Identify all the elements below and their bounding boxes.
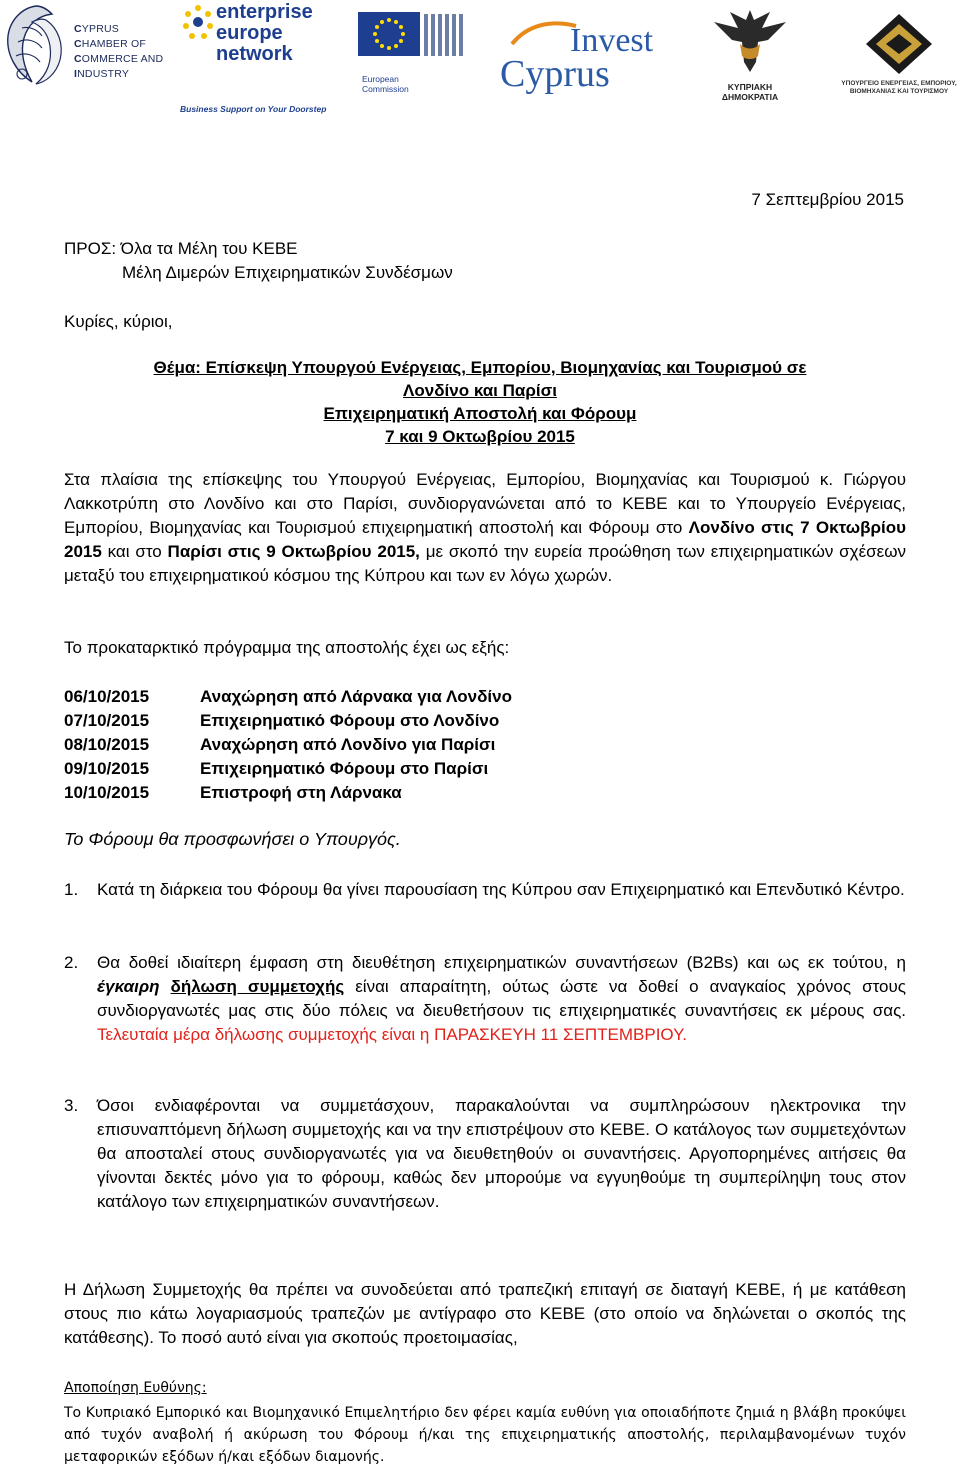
schedule-row: 06/10/2015 Αναχώρηση από Λάρνακα για Λονδίνο — [64, 687, 512, 706]
recipients-line-2: Μέλη Διμερών Επιχειρηματικών Συνδέσμων — [122, 263, 453, 282]
cyprus-eagle-emblem-icon — [700, 2, 800, 80]
schedule-row: 10/10/2015 Επιστροφή στη Λάρνακα — [64, 783, 402, 802]
deadline-notice: Τελευταία μέρα δήλωσης συμμετοχής είναι η ΠΑΡΑΣΚΕΥΗ 11 ΣΕΠΤΕΜΒΡΙΟΥ. — [97, 1025, 687, 1044]
recipients-line-1: ΠΡΟΣ: Όλα τα Μέλη του ΚΕΒΕ — [64, 239, 298, 258]
chamber-line-1: CYPRUS — [74, 23, 119, 35]
numbered-item-2: 2. Θα δοθεί ιδιαίτερη έμφαση στη διευθέτηση επιχειρηματικών συναντήσεων (B2Bs) και ως εκ τούτου, η έγκαιρη δήλωση συμμετοχής είναι απαραίτητη, ούτως ώστε να δοθεί ο αναγκαίος χρόνος στους συνδιοργανωτές μας στις δύο πόλεις να διευθετήσουν τις επιχειρηματικές συναντήσεις εκ μέρους σας. Τελευταία μέρα δήλωσης συμμετοχής είναι η ΠΑΡΑΣΚΕΥΗ 11 ΣΕΠΤΕΜΒΡΙΟΥ. — [64, 953, 906, 1044]
greeting: Κυρίες, κύριοι, — [64, 312, 173, 331]
een-star-icon — [180, 2, 216, 64]
numbered-item-3: 3. Όσοι ενδιαφέρονται να συμμετάσχουν, παρακαλούνται να συμπληρώσουν ηλεκτρονικα την επισυναπτόμενη δήλωση συμμετοχής και να την επιστρέψουν στο ΚΕΒΕ. Ο κατάλογος των συμμετεχόντων θα αποσταλεί στους συνδιοργανωτές για να διευθετηθούν οι συναντήσεις. Αργοπορημένες αιτήσεις θα γίνονται δεκτές μόνο για το φόρουμ, καθώς δεν μπορούμε να εγγυηθούμε τη συμπερίληψη τους στον κατάλογο των επιχειρηματικών συναντήσεων. — [64, 1096, 906, 1211]
program-intro: Το προκαταρκτικό πρόγραμμα της αποστολής έχει ως εξής: — [64, 638, 510, 657]
schedule-row: 09/10/2015 Επιχειρηματικό Φόρουμ στο Παρίσι — [64, 759, 489, 778]
berlaymont-building-icon — [422, 12, 468, 58]
subject-heading: Θέμα: Επίσκεψη Υπουργού Ενέργειας, Εμπορίου, Βιομηχανίας και Τουρισμού σε Λονδίνο και Παρίσι Επιχειρηματική Αποστολή και Φόρουμ 7 και 9 Οκτωβρίου 2015 — [153, 358, 807, 446]
numbered-item-1: 1. Κατά τη διάρκεια του Φόρουμ θα γίνει παρουσίαση της Κύπρου σαν Επιχειρηματικό και Επενδυτικό Κέντρο. — [64, 880, 905, 899]
recipients — [64, 237, 453, 285]
chamber-line-4: INDUSTRY — [74, 68, 130, 80]
invest-cyprus-logo — [500, 18, 665, 98]
een-wordmark: enterprise europe network — [216, 1, 313, 65]
forum-note: Το Φόρουμ θα προσφωνήσει ο Υπουργός. — [64, 829, 401, 849]
cyprus-word: Cyprus — [500, 53, 610, 95]
enterprise-europe-network-logo — [180, 0, 327, 114]
schedule-list — [64, 685, 512, 805]
letter-date: 7 Σεπτεμβρίου 2015 — [751, 190, 904, 209]
ministry-caption: ΥΠΟΥΡΓΕΙΟ ΕΝΕΡΓΕΙΑΣ, ΕΜΠΟΡΙΟΥ, ΒΙΟΜΗΧΑΝΙΑΣ ΚΑΙ ΤΟΥΡΙΣΜΟΥ — [841, 80, 957, 95]
schedule-row: 08/10/2015 Αναχώρηση από Λονδίνο για Παρίσι — [64, 735, 496, 754]
cyprus-republic-logo — [700, 2, 800, 102]
header-logos — [0, 0, 960, 120]
ministry-diamond-icon — [864, 12, 934, 76]
disclaimer-heading: Αποποίηση Ευθύνης: — [64, 1380, 207, 1396]
eu-flag-icon — [358, 12, 420, 56]
chamber-emblem-icon — [2, 2, 70, 86]
kd-caption: ΚΥΠΡΙΑΚΗ ΔΗΜΟΚΡΑΤΙΑ — [721, 82, 779, 102]
chamber-logo-text — [74, 22, 163, 82]
intro-paragraph: Στα πλαίσια της επίσκεψης του Υπουργού Ενέργειας, Εμπορίου, Βιομηχανίας και Τουρισμού κ. Γιώργου Λακκοτρύπη στο Λονδίνο και στο Παρίσι, συνδιοργανώνεται από το ΚΕΒΕ και το Υπουργείο Ενέργειας, Εμπορίου, Βιομηχανίας και Τουρισμού επιχειρηματική αποστολή και Φόρουμ στο Λονδίνο στις 7 Οκτωβρίου 2015 και στο Παρίσι στις 9 Οκτωβρίου 2015, με σκοπό την ευρεία προώθηση των επιχειρηματικών σχέσεων μεταξύ του επιχειρηματικού κόσμου της Κύπρου και των εν λόγω χωρών. — [64, 470, 906, 585]
european-commission-logo — [352, 12, 470, 102]
disclaimer-text: Το Κυπριακό Εμπορικό και Βιομηχανικό Επιμελητήριο δεν φέρει καμία ευθύνη για οποιαδήποτε ζημιά η βλάβη προκύψει από τυχόν αναβολή ή ακύρωση του Φόρουμ ή/και της επιχειρηματικής αποστολής, περιλαμβανομένων τυχόν μεταφορικών εξόδων ή/και εξόδων διαμονής. — [64, 1405, 906, 1465]
chamber-line-2: CHAMBER OF — [74, 38, 147, 50]
chamber-line-3: COMMERCE AND — [74, 53, 164, 65]
ministry-logo — [838, 12, 960, 108]
een-tagline: Business Support on Your Doorstep — [180, 104, 327, 114]
eu-caption: European Commission — [362, 74, 409, 94]
invest-word: Invest — [570, 22, 654, 59]
schedule-row: 07/10/2015 Επιχειρηματικό Φόρουμ στο Λονδίνο — [64, 711, 500, 730]
payment-paragraph: Η Δήλωση Συμμετοχής θα πρέπει να συνοδεύεται από τραπεζική επιταγή σε διαταγή ΚΕΒΕ, ή με κατάθεση στους πιο κάτω λογαριασμούς τραπεζών με αντίγραφο στο ΚΕΒΕ (στο οποίο να δηλώνεται ο σκοπός της κατάθεσης). Το ποσό αυτό είναι για σκοπούς προετοιμασίας, — [64, 1280, 906, 1347]
